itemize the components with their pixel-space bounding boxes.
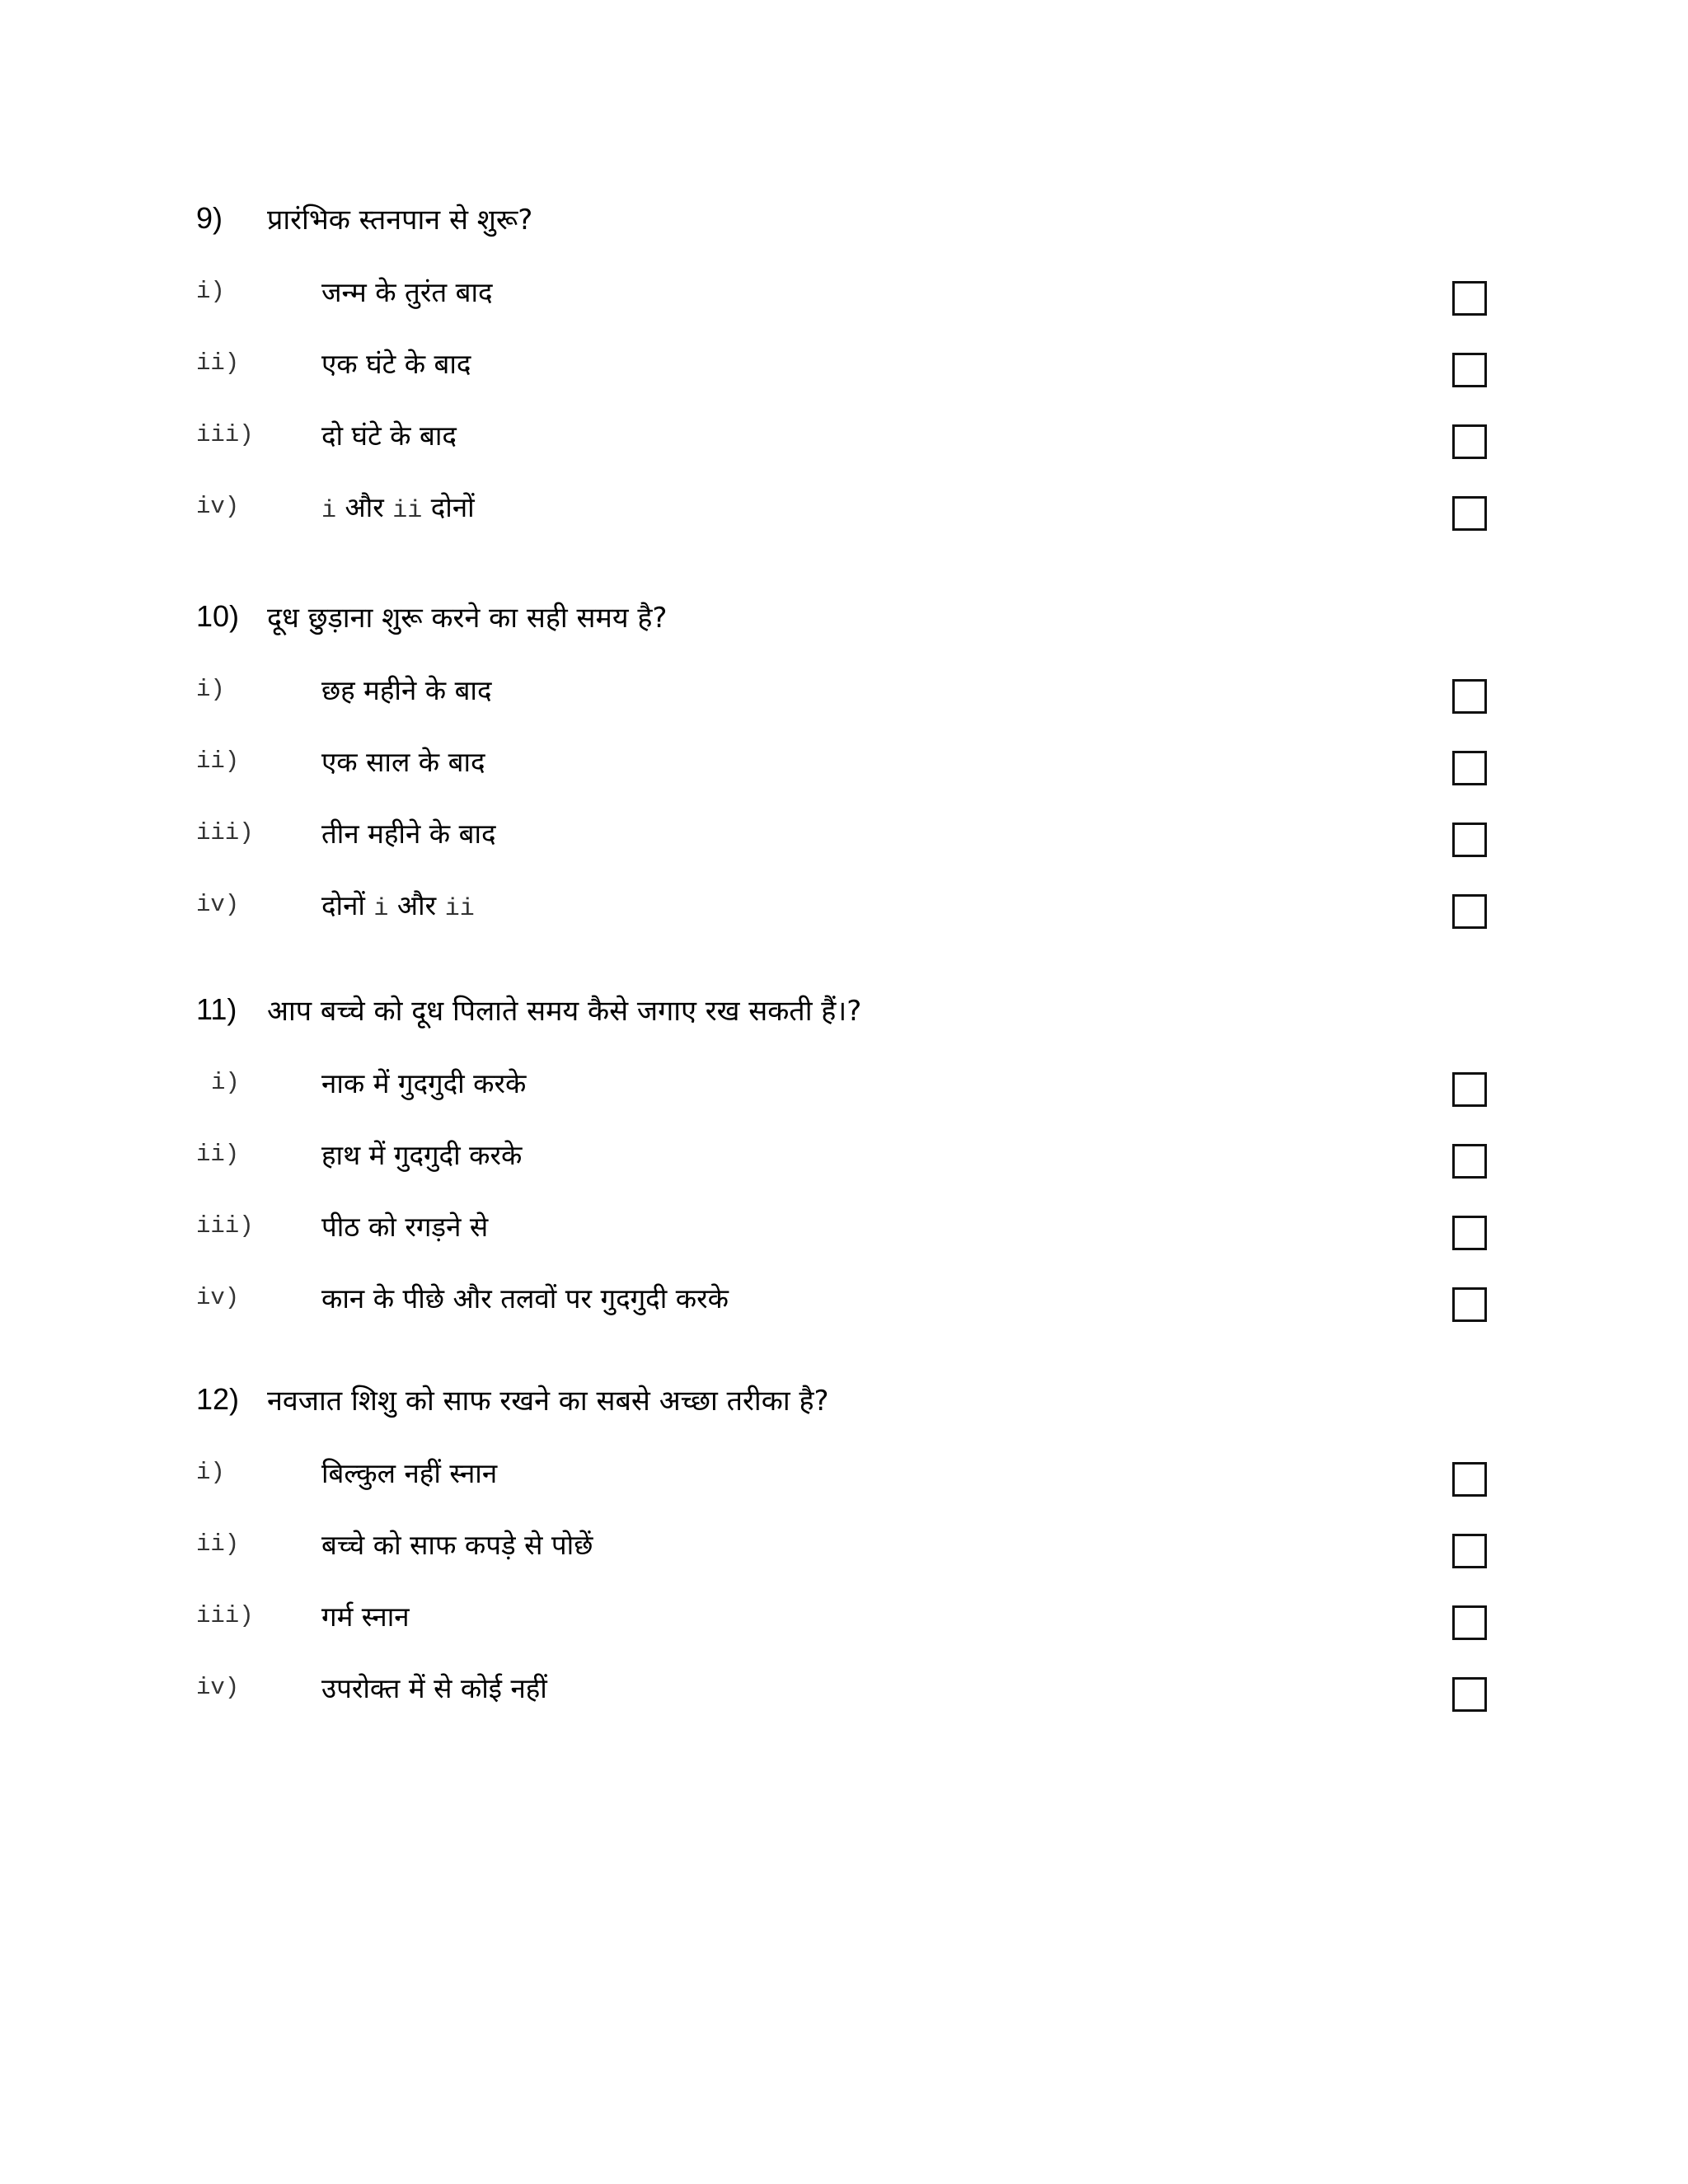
option-label: i) — [196, 676, 225, 703]
answer-checkbox[interactable] — [1452, 894, 1487, 929]
answer-checkbox[interactable] — [1452, 1534, 1487, 1568]
answer-checkbox[interactable] — [1452, 1072, 1487, 1107]
option-word: और — [388, 889, 445, 921]
question-header — [196, 985, 861, 1034]
option-label: i) — [196, 278, 225, 305]
option-text: उपरोक्त में से कोई नहीं — [321, 1672, 547, 1704]
option-label: iii) — [196, 1212, 254, 1240]
answer-checkbox[interactable] — [1452, 1462, 1487, 1497]
option-row — [196, 666, 1515, 715]
option-row — [196, 1202, 1515, 1252]
question-text: प्रारंभिक स्तनपान से शुरू? — [267, 204, 533, 237]
question-number: 12) — [196, 1382, 240, 1416]
answer-checkbox[interactable] — [1452, 823, 1487, 857]
option-text: कान के पीछे और तलवों पर गुदगुदी करके — [321, 1282, 729, 1315]
option-label: iii) — [196, 1602, 254, 1629]
answer-checkbox[interactable] — [1452, 679, 1487, 714]
option-label: ii) — [196, 349, 240, 377]
question-11 — [196, 985, 1515, 1413]
question-9 — [196, 194, 1515, 622]
option-row — [196, 1664, 1515, 1713]
option-row — [196, 1274, 1515, 1324]
option-row — [196, 738, 1515, 787]
option-row — [196, 1131, 1515, 1180]
option-row — [196, 1059, 1515, 1108]
option-text — [321, 886, 475, 923]
answer-checkbox[interactable] — [1452, 751, 1487, 785]
option-label: iv) — [196, 1674, 240, 1701]
option-row — [196, 268, 1515, 317]
option-label: iii) — [196, 421, 254, 448]
question-10 — [196, 592, 1515, 1020]
answer-checkbox[interactable] — [1452, 424, 1487, 459]
option-text: गर्म स्नान — [321, 1601, 410, 1633]
option-label: i) — [211, 1069, 240, 1096]
answer-checkbox[interactable] — [1452, 1216, 1487, 1250]
answer-checkbox[interactable] — [1452, 353, 1487, 387]
question-header — [196, 1375, 829, 1424]
option-word: और — [336, 491, 393, 523]
option-label: i) — [196, 1459, 225, 1486]
option-text: जन्म के तुरंत बाद — [321, 276, 493, 308]
answer-checkbox[interactable] — [1452, 281, 1487, 316]
option-row — [196, 809, 1515, 859]
option-text: पीठ को रगड़ने से — [321, 1211, 489, 1243]
question-header — [196, 194, 532, 243]
option-label: iv) — [196, 1284, 240, 1311]
option-word: दोनों — [422, 491, 475, 523]
option-text: बिल्कुल नहीं स्नान — [321, 1457, 498, 1489]
option-text: एक साल के बाद — [321, 746, 485, 778]
option-label: iv) — [196, 493, 240, 520]
answer-checkbox[interactable] — [1452, 1677, 1487, 1712]
answer-checkbox[interactable] — [1452, 1287, 1487, 1322]
question-text: नवजात शिशु को साफ रखने का सबसे अच्छा तरीका है? — [267, 1385, 829, 1418]
option-row — [196, 1449, 1515, 1498]
option-label: ii) — [196, 1530, 240, 1558]
option-text: एक घंटे के बाद — [321, 348, 471, 380]
option-text: बच्चे को साफ कपड़े से पोछें — [321, 1529, 593, 1561]
question-text: आप बच्चे को दूध पिलाते समय कैसे जगाए रख सकती हैं।? — [267, 995, 862, 1028]
question-number: 11) — [196, 992, 237, 1026]
answer-checkbox[interactable] — [1452, 496, 1487, 531]
answer-checkbox[interactable] — [1452, 1605, 1487, 1640]
option-label: ii) — [196, 1141, 240, 1168]
option-row — [196, 340, 1515, 389]
answer-checkbox[interactable] — [1452, 1144, 1487, 1179]
option-ref: i — [321, 497, 337, 525]
option-word: दोनों — [321, 889, 374, 921]
option-text: नाक में गुदगुदी करके — [321, 1067, 527, 1099]
option-row — [196, 411, 1515, 461]
option-text — [321, 488, 475, 525]
option-label: iii) — [196, 819, 254, 846]
option-row — [196, 483, 1515, 532]
option-text: हाथ में गुदगुदी करके — [321, 1139, 523, 1171]
option-text: छह महीने के बाद — [321, 674, 492, 706]
option-ref: i — [373, 895, 389, 923]
question-number: 10) — [196, 599, 240, 633]
option-row — [196, 1521, 1515, 1570]
option-row — [196, 881, 1515, 930]
option-ref: ii — [444, 895, 475, 923]
question-text: दूध छुड़ाना शुरू करने का सही समय है? — [267, 602, 668, 635]
question-12 — [196, 1375, 1515, 1803]
option-label: iv) — [196, 891, 240, 918]
option-label: ii) — [196, 748, 240, 775]
option-row — [196, 1592, 1515, 1642]
option-ref: ii — [392, 497, 423, 525]
option-text: दो घंटे के बाद — [321, 419, 457, 452]
question-number: 9) — [196, 201, 223, 235]
option-text: तीन महीने के बाद — [321, 818, 496, 850]
question-header — [196, 592, 667, 641]
